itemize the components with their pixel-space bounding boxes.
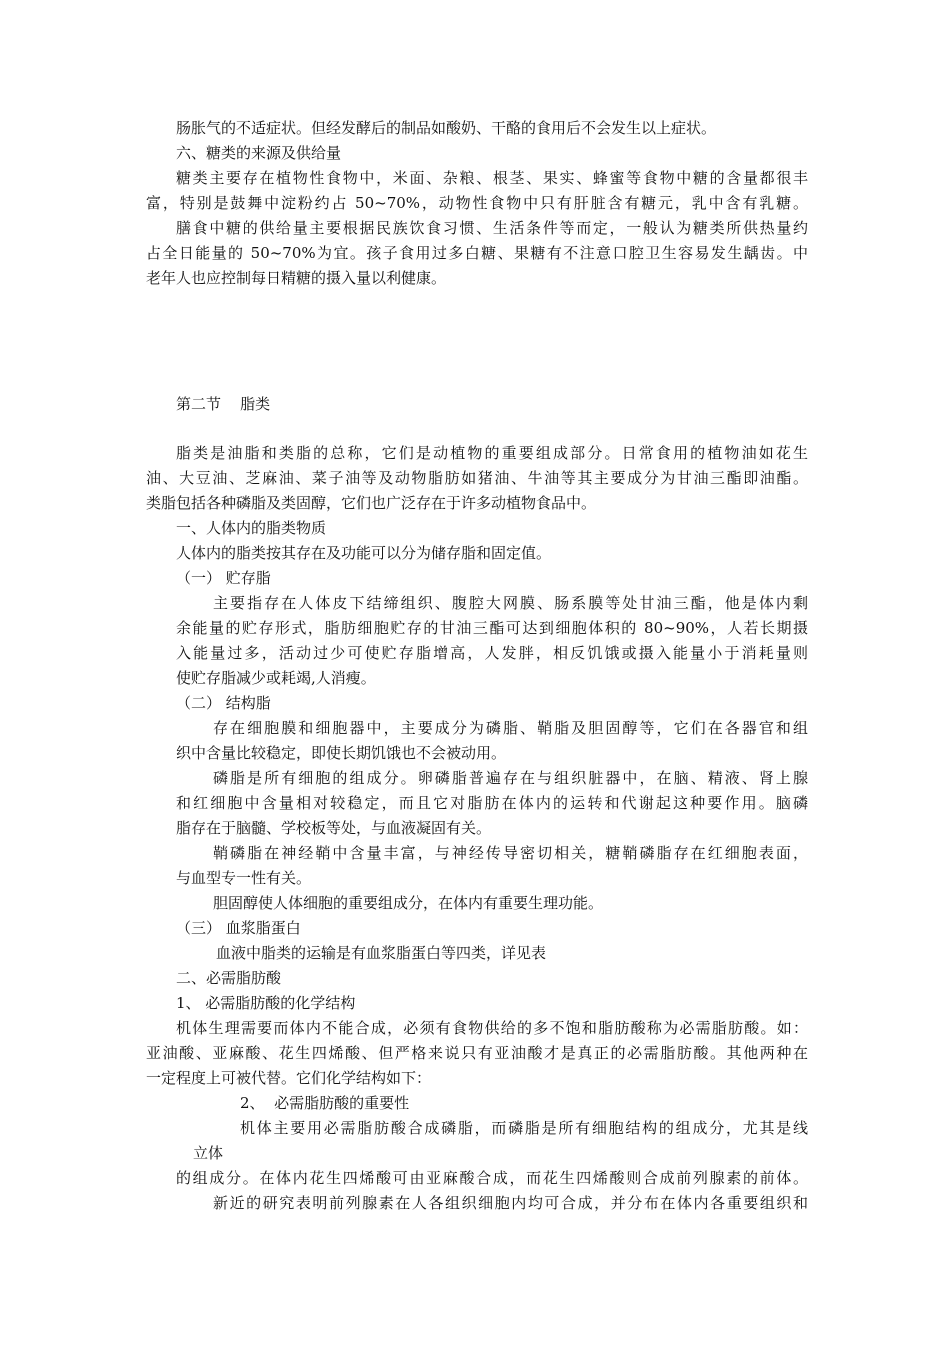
text-line: 与血型专一性有关。 — [176, 869, 312, 887]
text-line: 糖类主要存在植物性食物中，米面、杂粮、根茎、果实、蜂蜜等食物中糖的含量都很丰 — [176, 169, 808, 187]
subsection-heading: （三） 血浆脂蛋白 — [176, 919, 301, 937]
text-line: 机体生理需要而体内不能合成，必须有食物供给的多不饱和脂肪酸称为必需脂肪酸。如： — [176, 1019, 808, 1037]
text-line: 老年人也应控制每日精糖的摄入量以利健康。 — [146, 269, 447, 287]
text-line: 的组成分。在体内花生四烯酸可由亚麻酸合成，而花生四烯酸则合成前列腺素的前体。 — [176, 1169, 808, 1187]
text-line: 油、大豆油、芝麻油、菜子油等及动物脂肪如猪油、牛油等其主要成分为甘油三酯即油酯。 — [146, 469, 808, 487]
subsection-heading: 1、 必需脂肪酸的化学结构 — [176, 994, 356, 1012]
section-heading: 六、糖类的来源及供给量 — [176, 144, 342, 162]
text-line: 余能量的贮存形式，脂肪细胞贮存的甘油三酯可达到细胞体积的 80~90%，人若长期摄 — [176, 619, 808, 637]
text-line: 磷脂是所有细胞的组成分。卵磷脂普遍存在与组织脏器中，在脑、精液、肾上腺 — [213, 769, 808, 787]
subsection-heading: （一） 贮存脂 — [176, 569, 271, 587]
text-line: 占全日能量的 50~70%为宜。孩子食用过多白糖、果糖有不注意口腔卫生容易发生龋齿。中 — [146, 244, 808, 262]
text-line: 肠胀气的不适症状。但经发酵后的制品如酸奶、干酪的食用后不会发生以上症状。 — [176, 119, 717, 137]
text-line: 机体主要用必需脂肪酸合成磷脂，而磷脂是所有细胞结构的组成分，尤其是线 — [240, 1119, 808, 1137]
subsection-heading: 2、 必需脂肪酸的重要性 — [240, 1094, 410, 1112]
text-line: 鞘磷脂在神经鞘中含量丰富，与神经传导密切相关，糖鞘磷脂存在红细胞表面， — [213, 844, 808, 862]
text-line: 富，特别是鼓舞中淀粉约占 50~70%，动物性食物中只有肝脏含有糖元，乳中含有乳糖。 — [146, 194, 808, 212]
subsection-heading: （二） 结构脂 — [176, 694, 271, 712]
text-line: 人体内的脂类按其存在及功能可以分为储存脂和固定值。 — [176, 544, 552, 562]
text-line: 膳食中糖的供给量主要根据民族饮食习惯、生活条件等而定，一般认为糖类所供热量约 — [176, 219, 808, 237]
text-line: 胆固醇使人体细胞的重要组成分，在体内有重要生理功能。 — [213, 894, 604, 912]
text-line: 类脂包括各种磷脂及类固醇，它们也广泛存在于许多动植物食品中。 — [146, 494, 597, 512]
section-heading: 一、人体内的脂类物质 — [176, 519, 327, 537]
text-line: 入能量过多，活动过少可使贮存脂增高，人发胖，相反饥饿或摄入能量小于消耗量则 — [176, 644, 808, 662]
text-line: 织中含量比较稳定，即使长期饥饿也不会被动用。 — [176, 744, 507, 762]
text-line: 亚油酸、亚麻酸、花生四烯酸、但严格来说只有亚油酸才是真正的必需脂肪酸。其他两种在 — [146, 1044, 808, 1062]
text-line: 主要指存在人体皮下结缔组织、腹腔大网膜、肠系膜等处甘油三酯，他是体内剩 — [213, 594, 808, 612]
text-line: 使贮存脂减少或耗竭,人消瘦。 — [176, 669, 376, 687]
text-line: 脂存在于脑髓、学校板等处，与血液凝固有关。 — [176, 819, 492, 837]
text-line: 新近的研究表明前列腺素在人各组织细胞内均可合成，并分布在体内各重要组织和 — [213, 1194, 808, 1212]
section-title: 第二节 脂类 — [176, 395, 271, 413]
text-line: 和红细胞中含量相对较稳定，而且它对脂肪在体内的运转和代谢起这种要作用。脑磷 — [176, 794, 808, 812]
text-line: 立体 — [193, 1144, 224, 1162]
text-line: 脂类是油脂和类脂的总称，它们是动植物的重要组成部分。日常食用的植物油如花生 — [176, 444, 808, 462]
text-line: 血液中脂类的运输是有血浆脂蛋白等四类，详见表 — [216, 944, 547, 962]
text-line: 一定程度上可被代替。它们化学结构如下： — [146, 1069, 432, 1087]
text-line: 存在细胞膜和细胞器中，主要成分为磷脂、鞘脂及胆固醇等，它们在各器官和组 — [213, 719, 808, 737]
section-heading: 二、必需脂肪酸 — [176, 969, 282, 987]
